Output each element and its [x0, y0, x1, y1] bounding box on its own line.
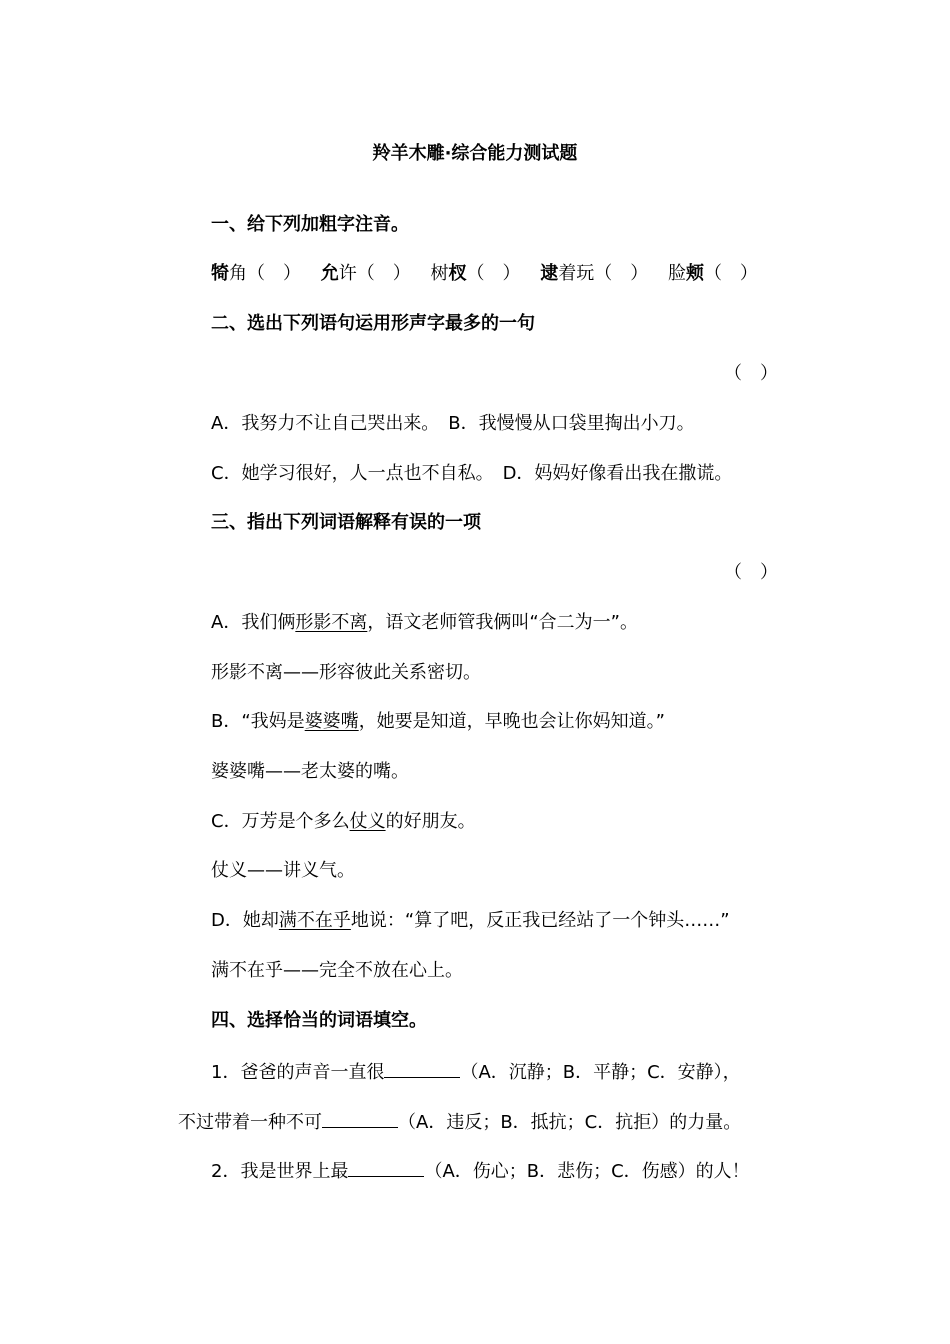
- underlined-term: 满不在乎: [278, 910, 351, 931]
- underlined-term: 婆婆嘴: [304, 711, 359, 732]
- pinyin-item: 犄角（ ）: [211, 263, 301, 284]
- option-b: B．“我妈是婆婆嘴，她要是知道，早晚也会让你妈知道。”: [211, 711, 666, 732]
- pinyin-item: 逮着玩（ ）: [540, 263, 649, 284]
- pinyin-items: [211, 262, 758, 286]
- underlined-term: 形影不离: [295, 612, 368, 633]
- section-4-heading: 四、选择恰当的词语填空。: [211, 1010, 427, 1031]
- options-line: A．我努力不让自己哭出来。 B．我慢慢从口袋里掏出小刀。: [211, 413, 695, 434]
- option-a: A．我们俩形影不离，语文老师管我俩叫“合二为一”。: [211, 612, 638, 633]
- pinyin-item: 树杈（ ）: [430, 263, 521, 284]
- answer-paren: （ ）: [724, 363, 778, 384]
- option-b-definition: 婆婆嘴——老太婆的嘴。: [211, 761, 409, 782]
- pinyin-item: 允许（ ）: [320, 263, 411, 284]
- option-a-definition: 形影不离——形容彼此关系密切。: [211, 662, 481, 683]
- fill-question-2: 2．我是世界上最 （A．伤心；B．悲伤；C．伤感）的人！: [211, 1158, 750, 1184]
- answer-blank: [348, 1158, 424, 1177]
- option-c: C．万芳是个多么仗义的好朋友。: [211, 811, 476, 832]
- answer-blank: [384, 1059, 460, 1078]
- section-1-heading: 一、给下列加粗字注音。: [211, 214, 409, 235]
- pinyin-item: 脸颊（ ）: [667, 263, 758, 284]
- fill-question-1-cont: 不过带着一种不可 （A．违反；B．抵抗；C．抗拒）的力量。: [178, 1109, 741, 1135]
- fill-question-1: 1．爸爸的声音一直很 （A．沉静；B．平静；C．安静），: [211, 1059, 741, 1085]
- section-2-heading: 二、选出下列语句运用形声字最多的一句: [211, 313, 535, 334]
- answer-blank: [322, 1109, 398, 1128]
- page-title: 羚羊木雕·综合能力测试题: [372, 143, 578, 164]
- option-d: D．她却满不在乎地说：“算了吧，反正我已经站了一个钟头……”: [211, 910, 730, 931]
- answer-paren: （ ）: [724, 562, 778, 583]
- options-line: C．她学习很好，人一点也不自私。 D．妈妈好像看出我在撒谎。: [211, 463, 733, 484]
- underlined-term: 仗义: [349, 811, 386, 832]
- option-c-definition: 仗义——讲义气。: [211, 860, 355, 881]
- section-3-heading: 三、指出下列词语解释有误的一项: [211, 512, 481, 533]
- option-d-definition: 满不在乎——完全不放在心上。: [211, 960, 463, 981]
